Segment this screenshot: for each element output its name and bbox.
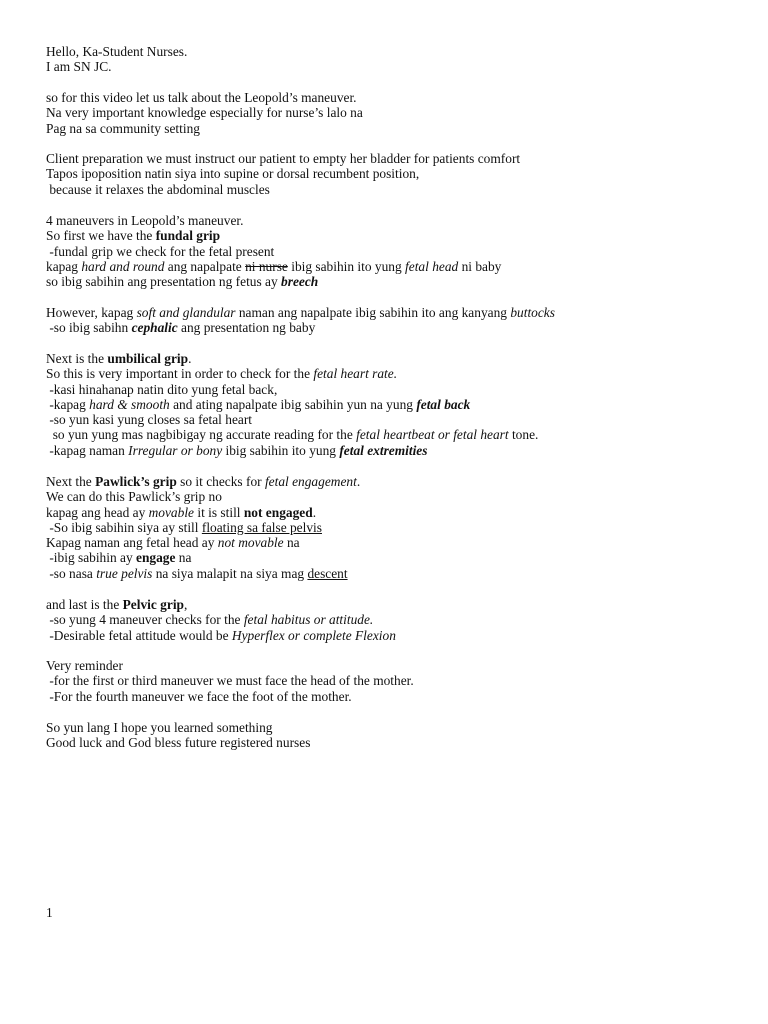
text-run: ang napalpate bbox=[164, 258, 246, 274]
breech-line bbox=[46, 274, 736, 289]
page-number: 1 bbox=[46, 905, 53, 920]
text-run: kapag bbox=[46, 258, 82, 274]
fetal-heartbeat-line bbox=[46, 427, 736, 442]
text-run: ibig sabihin ito yung bbox=[287, 258, 406, 274]
pelvic-grip-paragraph bbox=[46, 597, 736, 643]
text-run: naman ang napalpate ibig sabihin ito ang kanyang bbox=[235, 305, 511, 320]
reminder-heading: Very reminder bbox=[46, 658, 123, 673]
intro-paragraph bbox=[46, 90, 736, 136]
text-run: -so nasa bbox=[46, 565, 97, 581]
text-run: na bbox=[175, 550, 192, 566]
text-run: ibig sabihin ito yung bbox=[222, 442, 340, 458]
text-run: . bbox=[188, 351, 192, 366]
text-run: -ibig sabihin ay bbox=[46, 550, 137, 566]
floating-line bbox=[46, 520, 736, 535]
umbilical-intro-line bbox=[46, 351, 736, 366]
closing-line: Good luck and God bless future registered nurses bbox=[46, 735, 311, 751]
italic-term: fetal heartbeat or fetal heart bbox=[356, 427, 509, 443]
italic-term: fetal engagement bbox=[264, 474, 357, 489]
text-run: Next is the bbox=[46, 351, 108, 366]
umbilical-line: -so yun kasi yung closes sa fetal heart bbox=[46, 412, 253, 428]
client-preparation-paragraph bbox=[46, 151, 736, 197]
intro-line: Na very important knowledge especially for nurse’s lalo na bbox=[46, 105, 363, 121]
text-run: kapag ang head ay bbox=[46, 504, 149, 520]
not-movable-line bbox=[46, 535, 736, 550]
text-run: and last is the bbox=[46, 597, 123, 612]
cephalic-line bbox=[46, 320, 736, 335]
text-run: -kapag naman bbox=[46, 442, 129, 458]
movable-line bbox=[46, 505, 736, 520]
prep-line: Tapos ipoposition natin siya into supine or dorsal recumbent position, bbox=[46, 166, 420, 182]
cephalic-term: cephalic bbox=[131, 320, 178, 336]
fundal-check-line: -fundal grip we check for the fetal present bbox=[46, 243, 275, 259]
text-run: -so ibig sabihn bbox=[46, 320, 132, 336]
text-run: it is still bbox=[194, 504, 244, 520]
soft-glandular-line bbox=[46, 305, 736, 320]
strikethrough-text: ni nurse bbox=[245, 258, 288, 274]
fundal-intro-line bbox=[46, 228, 736, 243]
italic-term: soft and glandular bbox=[136, 305, 236, 320]
maneuvers-heading-line: 4 maneuvers in Leopold’s maneuver. bbox=[46, 213, 244, 228]
umbilical-grip-term: umbilical grip bbox=[107, 351, 189, 366]
text-run: na siya malapit na siya mag bbox=[152, 565, 308, 581]
underlined-term: floating sa false pelvis bbox=[201, 519, 322, 535]
text-run: ang presentation ng baby bbox=[177, 320, 316, 336]
pelvic-intro-line bbox=[46, 597, 736, 612]
fetal-extremities-term: fetal extremities bbox=[339, 442, 428, 458]
fundal-grip-term: fundal grip bbox=[155, 228, 221, 244]
intro-line: Pag na sa community setting bbox=[46, 120, 200, 136]
italic-term: fetal head bbox=[405, 258, 459, 274]
fundal-grip-paragraph bbox=[46, 213, 736, 289]
fetal-habitus-line bbox=[46, 612, 736, 627]
text-run: -So ibig sabihin siya ay still bbox=[46, 519, 202, 535]
text-run: Next the bbox=[46, 474, 96, 489]
text-run: Kapag naman ang fetal head ay bbox=[46, 535, 218, 551]
reminder-line: -For the fourth maneuver we face the foot of the mother. bbox=[46, 688, 352, 704]
text-run: ni baby bbox=[458, 258, 502, 274]
italic-term: hard and round bbox=[81, 258, 165, 274]
engage-line bbox=[46, 550, 736, 565]
reminder-line: -for the first or third maneuver we must face the head of the mother. bbox=[46, 673, 414, 689]
pelvic-grip-term: Pelvic grip bbox=[122, 597, 184, 612]
fetal-back-line bbox=[46, 397, 736, 412]
fetal-back-term: fetal back bbox=[416, 396, 471, 412]
intro-line: so for this video let us talk about the Leopold’s maneuver. bbox=[46, 90, 357, 105]
fetal-attitude-line bbox=[46, 628, 736, 643]
breech-term: breech bbox=[281, 274, 319, 290]
text-run: . bbox=[356, 474, 361, 489]
pawlick-grip-paragraph bbox=[46, 474, 736, 581]
pawlick-line: We can do this Pawlick’s grip no bbox=[46, 489, 222, 505]
text-run: -so yung 4 maneuver checks for the bbox=[46, 612, 244, 628]
text-run: so ibig sabihin ang presentation ng fetus ay bbox=[46, 274, 282, 290]
italic-term: Hyperflex or complete Flexion bbox=[231, 627, 396, 643]
text-run: so it checks for bbox=[176, 474, 265, 489]
umbilical-grip-paragraph bbox=[46, 351, 736, 458]
not-engaged-term: not engaged bbox=[243, 504, 313, 520]
italic-term: Irregular or bony bbox=[128, 442, 223, 458]
italic-term: fetal heart rate. bbox=[313, 366, 398, 382]
text-run: So this is very important in order to check for the bbox=[46, 366, 314, 382]
text-run: -Desirable fetal attitude would be bbox=[46, 627, 232, 643]
text-run: tone. bbox=[508, 427, 539, 443]
author-line: I am SN JC. bbox=[46, 59, 112, 75]
prep-line: Client preparation we must instruct our patient to empty her bladder for patients comfort bbox=[46, 151, 521, 166]
text-run: . bbox=[312, 504, 317, 520]
italic-term: fetal habitus or attitude. bbox=[243, 612, 374, 628]
fetal-heart-rate-line bbox=[46, 366, 736, 381]
prep-line: because it relaxes the abdominal muscles bbox=[46, 181, 270, 197]
pawlick-grip-term: Pawlick’s grip bbox=[95, 474, 177, 489]
italic-term: true pelvis bbox=[96, 565, 153, 581]
text-run: na bbox=[283, 535, 300, 551]
text-run: However, kapag bbox=[46, 305, 137, 320]
however-paragraph bbox=[46, 305, 736, 336]
umbilical-line: -kasi hinahanap natin dito yung fetal back, bbox=[46, 381, 278, 397]
text-run: , bbox=[183, 597, 188, 612]
italic-term: movable bbox=[148, 504, 194, 520]
greeting-paragraph bbox=[46, 44, 736, 75]
italic-term: not movable bbox=[217, 535, 284, 551]
italic-term: buttocks bbox=[510, 305, 555, 320]
reminder-paragraph bbox=[46, 658, 736, 704]
greeting-line: Hello, Ka-Student Nurses. bbox=[46, 44, 188, 59]
closing-line: So yun lang I hope you learned something bbox=[46, 720, 273, 735]
text-run: -kapag bbox=[46, 396, 90, 412]
pawlick-intro-line bbox=[46, 474, 736, 489]
text-run: so yun yung mas nagbibigay ng accurate reading for the bbox=[46, 427, 357, 443]
underlined-term: descent bbox=[307, 565, 348, 581]
text-run: and ating napalpate ibig sabihin yun na yung bbox=[169, 396, 417, 412]
italic-term: hard & smooth bbox=[89, 396, 170, 412]
fetal-extremities-line bbox=[46, 443, 736, 458]
descent-line bbox=[46, 566, 736, 581]
closing-paragraph bbox=[46, 720, 736, 751]
text-run: So first we have the bbox=[46, 228, 156, 244]
fundal-hard-round-line bbox=[46, 259, 736, 274]
engage-term: engage bbox=[136, 550, 176, 566]
